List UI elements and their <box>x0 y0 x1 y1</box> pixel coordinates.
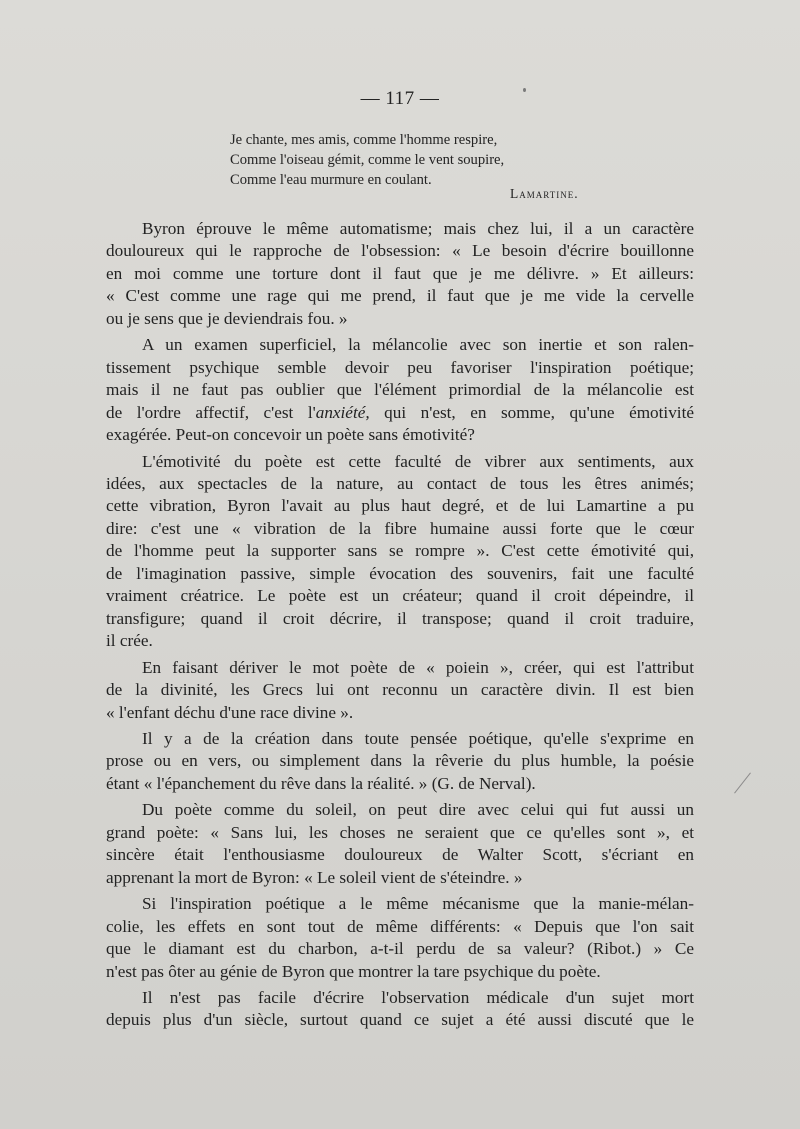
text-line: que le diamant est du charbon, a-t-il perdu de sa valeur? (Ribot.) » Ce <box>106 939 694 959</box>
text-line: Si l'inspiration poétique a le même mécanisme que la manie-mélan- <box>142 894 694 914</box>
text-line: L'émotivité du poète est cette faculté de vibrer aux sentiments, aux <box>142 451 694 471</box>
paragraph <box>106 334 694 446</box>
emphasized-word: anxiété, <box>315 402 370 422</box>
text-line: dire: c'est une « vibration de la fibre humaine aussi forte que le cœur <box>106 518 694 538</box>
text-line: En faisant dériver le mot poète de « poiein », créer, qui est l'attribut <box>142 657 694 677</box>
text-line: A un examen superficiel, la mélancolie avec son inertie et son ralen- <box>142 335 694 355</box>
page-number: — 117 — <box>360 88 440 109</box>
text-line: il crée. <box>106 631 153 651</box>
text-line: cette vibration, Byron l'avait au plus haut degré, et de lui Lamartine a pu <box>106 496 694 516</box>
scan-scratch <box>734 772 751 793</box>
paragraph <box>106 893 694 983</box>
text-line-with-emphasis <box>106 402 694 424</box>
text-line: apprenant la mort de Byron: « Le soleil vient de s'éteindre. » <box>106 867 523 887</box>
paragraph <box>106 728 694 795</box>
epigraph-author: Lamartine. <box>510 186 579 201</box>
text-line: prose ou en vers, ou simplement dans la rêverie du plus humble, la poésie <box>106 751 694 771</box>
text-segment: qui n'est, en somme, qu'une émotivité <box>369 402 694 422</box>
text-line: de l'imagination passive, simple évocation des souvenirs, fait une faculté <box>106 563 694 583</box>
text-line: colie, les effets en sont tout de même différents: « Depuis que l'on sait <box>106 916 694 936</box>
text-line: « C'est comme une rage qui me prend, il faut que je me vide la cervelle <box>106 286 694 306</box>
text-line: Il y a de la création dans toute pensée poétique, qu'elle s'exprime en <box>142 728 694 748</box>
text-line: grand poète: « Sans lui, les choses ne seraient que ce qu'elles sont », et <box>106 822 694 842</box>
epigraph-line: Comme l'eau murmure en coulant. <box>230 172 432 188</box>
text-line: depuis plus d'un siècle, surtout quand ce sujet a été aussi discuté que le <box>106 1010 694 1030</box>
text-line: exagérée. Peut-on concevoir un poète sans émotivité? <box>106 425 475 445</box>
text-line: étant « l'épanchement du rêve dans la réalité. » (G. de Nerval). <box>106 773 536 793</box>
paragraph <box>106 451 694 653</box>
paragraph <box>106 657 694 724</box>
text-line: idées, aux spectacles de la nature, au contact de tous les êtres animés; <box>106 473 694 493</box>
epigraph-line: Je chante, mes amis, comme l'homme respire, <box>230 132 498 148</box>
text-line: sincère était l'enthousiasme douloureux de Walter Scott, s'écriant en <box>106 845 694 865</box>
text-segment: de l'ordre affectif, c'est l' <box>106 402 316 422</box>
epigraph-line: Comme l'oiseau gémit, comme le vent soupire, <box>230 152 505 168</box>
text-line: Il n'est pas facile d'écrire l'observation médicale d'un sujet mort <box>142 987 694 1007</box>
epigraph <box>230 130 610 190</box>
text-line: Du poète comme du soleil, on peut dire avec celui qui fut aussi un <box>142 800 694 820</box>
body-text <box>106 218 694 1032</box>
text-line: « l'enfant déchu d'une race divine ». <box>106 702 354 722</box>
text-line: vraiment créatrice. Le poète est un créateur; quand il croit dépeindre, il <box>106 586 694 606</box>
text-line: ou je sens que je deviendrais fou. » <box>106 308 348 328</box>
paragraph <box>106 218 694 330</box>
text-line: transfigure; quand il croit décrire, il transpose; quand il croit traduire, <box>106 608 694 628</box>
text-line: tissement psychique semble devoir peu favoriser l'inspiration poétique; <box>106 357 694 377</box>
text-line: Byron éprouve le même automatisme; mais chez lui, il a un caractère <box>142 219 694 238</box>
text-line: de l'homme peut la supporter sans se rompre ». C'est cette émotivité qui, <box>106 541 694 561</box>
paragraph <box>106 987 694 1032</box>
text-line: en moi comme une torture dont il faut que je me délivre. » Et ailleurs: <box>106 263 694 283</box>
text-line: douloureux qui le rapproche de l'obsession: « Le besoin d'écrire bouillonne <box>106 241 694 261</box>
text-line: de la divinité, les Grecs lui ont reconnu un caractère divin. Il est bien <box>106 680 694 700</box>
paragraph <box>106 799 694 889</box>
text-line: n'est pas ôter au génie de Byron que montrer la tare psychique du poète. <box>106 961 601 981</box>
text-line: mais il ne faut pas oublier que l'élément primordial de la mélancolie est <box>106 380 694 400</box>
